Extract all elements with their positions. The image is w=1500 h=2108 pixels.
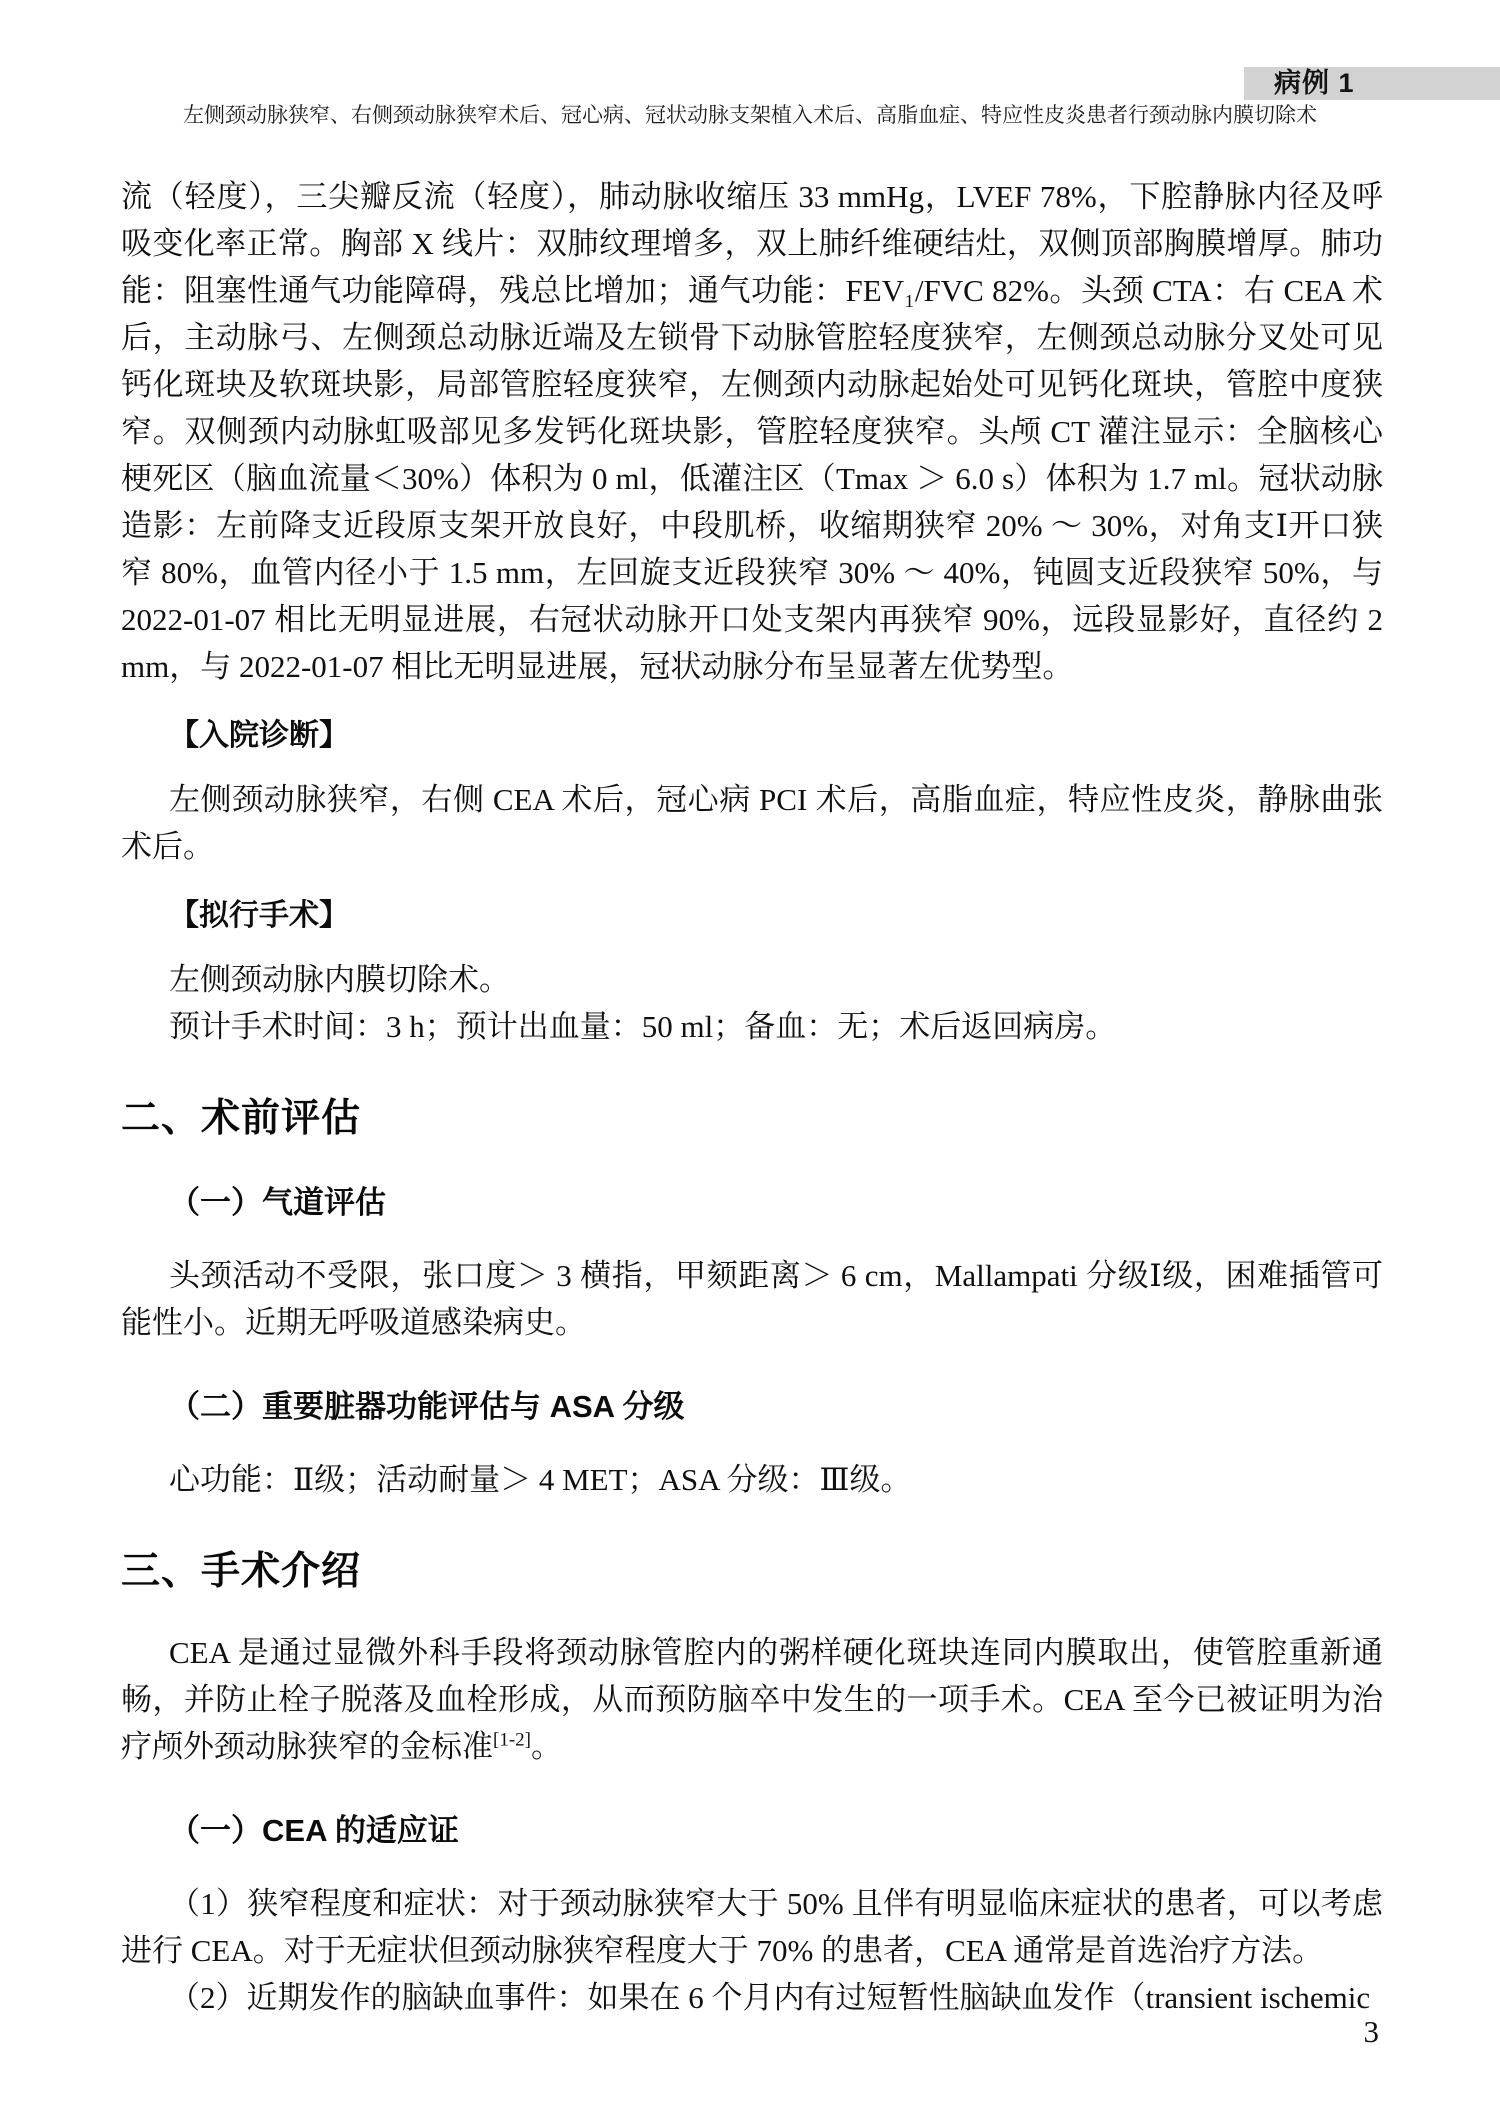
paragraph-cea-indication-2: （2）近期发作的脑缺血事件：如果在 6 个月内有过短暂性脑缺血发作（transient ischemic (169, 1980, 1371, 2015)
cea-intro-text: CEA 是通过显微外科手段将颈动脉管腔内的粥样硬化斑块连同内膜取出，使管腔重新通畅，并防止栓子脱落及血栓形成，从而预防脑卒中发生的一项手术。CEA 至今已被证明为治疗颅外颈动脉狭窄的金标准 (121, 1635, 1383, 1764)
subsection-heading-airway-evaluation: （一）气道评估 (169, 1185, 386, 1220)
paragraph-organ-function-asa: 心功能：Ⅱ级；活动耐量＞ 4 MET；ASA 分级：Ⅲ级。 (169, 1462, 912, 1497)
paragraph-admission-diagnosis: 左侧颈动脉狭窄，右侧 CEA 术后，冠心病 PCI 术后，高脂血症，特应性皮炎，静脉曲张术后。 (121, 782, 1383, 864)
cea-intro-period: 。 (530, 1729, 562, 1764)
case-label-text: 病例 1 (1274, 68, 1355, 98)
subsection-heading-cea-indications: （一）CEA 的适应证 (169, 1813, 459, 1848)
paragraph-cea-indication-1: （1）狭窄程度和症状：对于颈动脉狭窄大于 50% 且伴有明显临床症状的患者，可以考虑进行 CEA。对于无症状但颈动脉狭窄程度大于 70% 的患者，CEA 通常是首选治疗方法。 (121, 1886, 1383, 1968)
page-body (121, 173, 1383, 2021)
page-number: 3 (1363, 2014, 1379, 2049)
citation-reference: [1-2] (493, 1729, 531, 1751)
paragraph-cea-introduction (121, 1629, 1383, 1770)
subsection-heading-organ-function-asa: （二）重要脏器功能评估与 ASA 分级 (169, 1389, 685, 1424)
heading-admission-diagnosis: 【入院诊断】 (169, 719, 349, 752)
paragraph-planned-surgery-name: 左侧颈动脉内膜切除术。 (169, 962, 510, 997)
case-label-badge (1244, 67, 1500, 100)
paragraph-planned-surgery-details: 预计手术时间：3 h；预计出血量：50 ml；备血：无；术后返回病房。 (169, 1009, 1117, 1044)
section-heading-surgery-introduction: 三、手术介绍 (121, 1550, 362, 1593)
paragraph-exam-findings: 流（轻度），三尖瓣反流（轻度），肺动脉收缩压 33 mmHg，LVEF 78%，下腔静脉内径及呼吸变化率正常。胸部 X 线片：双肺纹理增多，双上肺纤维硬结灶，双侧顶部胸膜增厚。肺功能：阻塞性通气功能障碍，残总比增加；通气功能：FEV₁/FVC 82%。头颈 CTA：右 CEA 术后，主动脉弓、左侧颈总动脉近端及左锁骨下动脉管腔轻度狭窄，左侧颈总动脉分叉处可见钙化斑块及软斑块影，局部管腔轻度狭窄，左侧颈内动脉起始处可见钙化斑块，管腔中度狭窄。双侧颈内动脉虹吸部见多发钙化斑块影，管腔轻度狭窄。头颅 CT 灌注显示：全脑核心梗死区（脑血流量＜30%）体积为 0 ml，低灌注区（Tmax ＞ 6.0 s）体积为 1.7 ml。冠状动脉造影：左前降支近段原支架开放良好，中段肌桥，收缩期狭窄 20% ～ 30%，对角支Ⅰ开口狭窄 80%，血管内径小于 1.5 mm，左回旋支近段狭窄 30% ～ 40%，钝圆支近段狭窄 50%，与 2022-01-07 相比无明显进展，右冠状动脉开口处支架内再狭窄 90%，远段显影好，直径约 2 mm，与 2022-01-07 相比无明显进展，冠状动脉分布呈显著左优势型。 (121, 179, 1383, 684)
heading-planned-surgery: 【拟行手术】 (169, 899, 349, 932)
running-title: 左侧颈动脉狭窄、右侧颈动脉狭窄术后、冠心病、冠状动脉支架植入术后、高脂血症、特应性皮炎患者行颈动脉内膜切除术 (183, 103, 1317, 127)
paragraph-airway-evaluation: 头颈活动不受限，张口度＞ 3 横指，甲颏距离＞ 6 cm，Mallampati 分级Ⅰ级，困难插管可能性小。近期无呼吸道感染病史。 (121, 1258, 1383, 1340)
section-heading-preop-evaluation: 二、术前评估 (121, 1097, 362, 1140)
